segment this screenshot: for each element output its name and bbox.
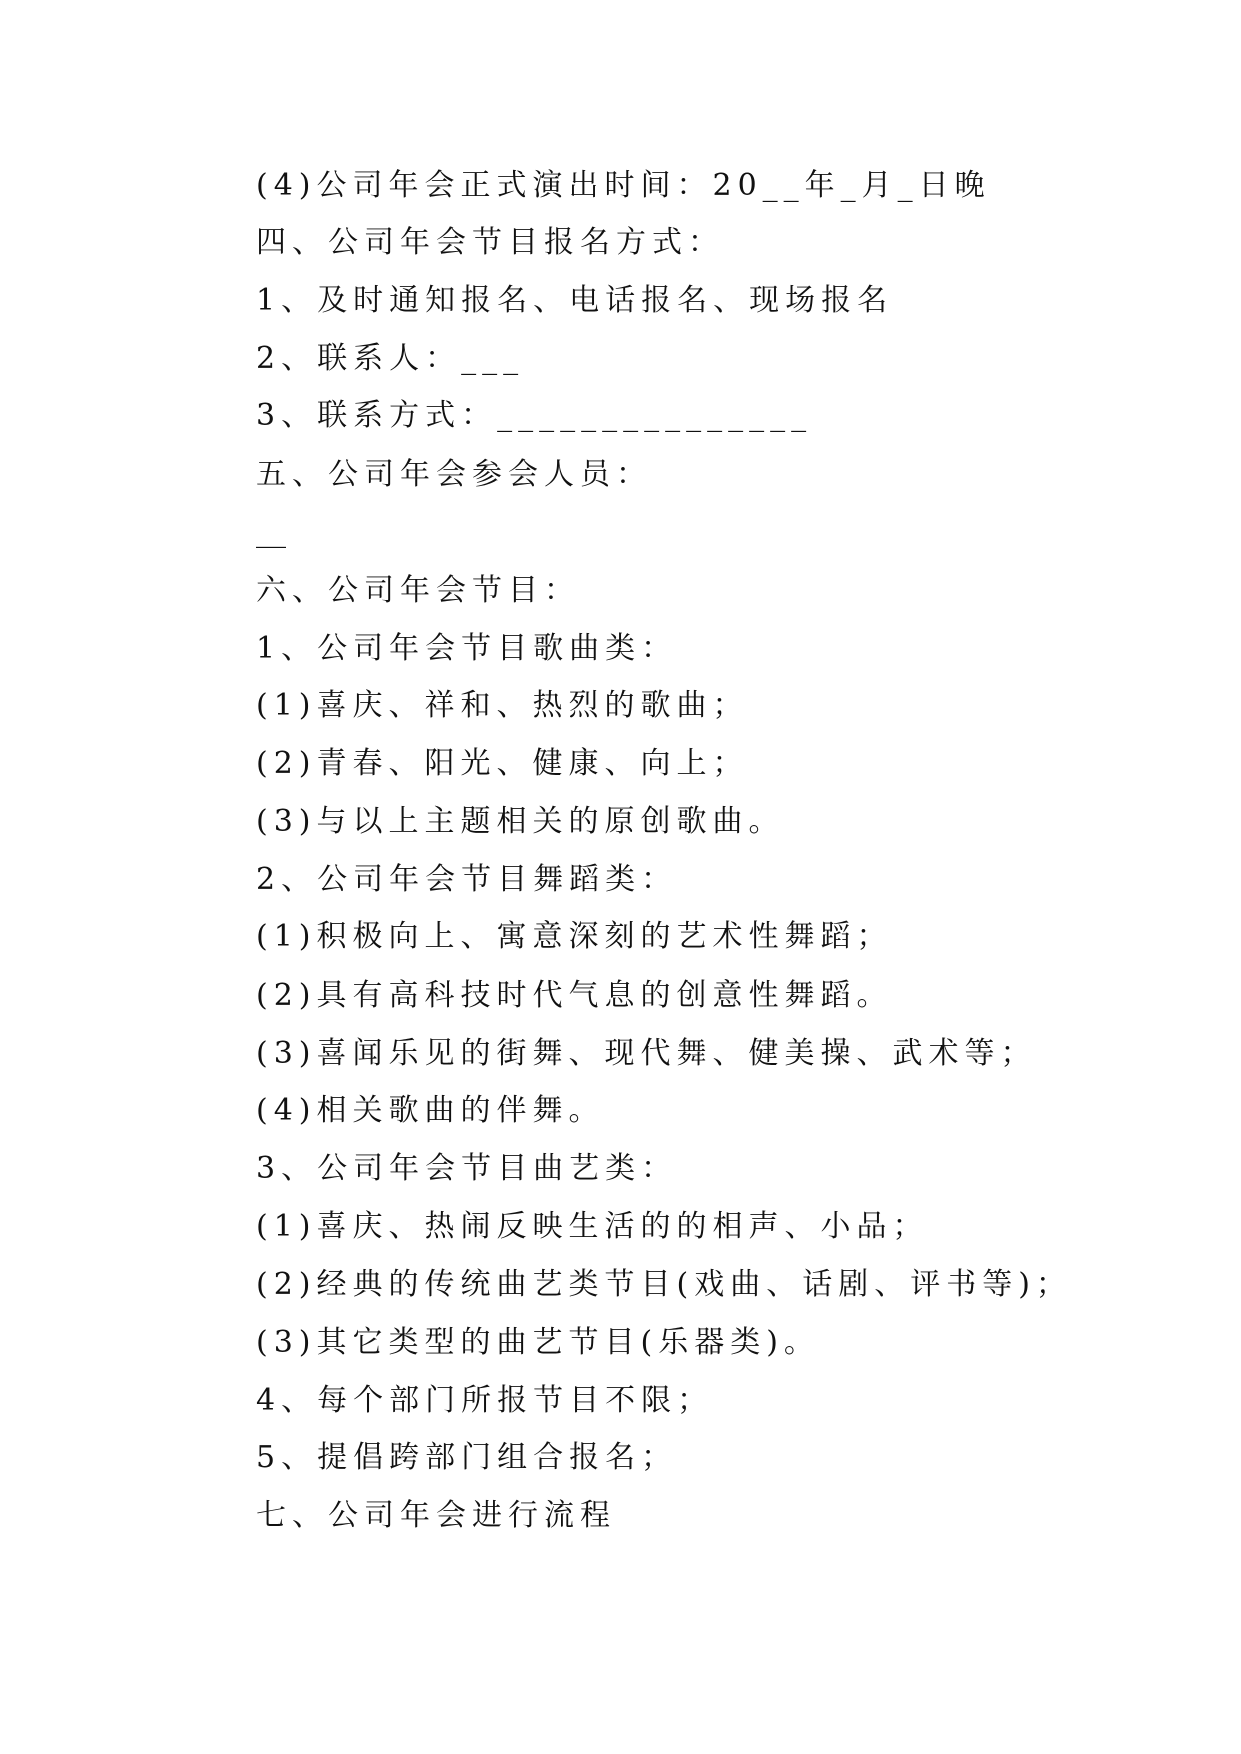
section-7-heading: 七、公司年会进行流程 [256,1498,616,1533]
dance-item-1: (1)积极向上、寓意深刻的艺术性舞蹈； [256,919,893,954]
songs-item-3: (3)与以上主题相关的原创歌曲。 [256,804,785,839]
signup-method-item: 1、及时通知报名、电话报名、现场报名 [256,283,894,318]
dance-item-3: (3)喜闻乐见的街舞、现代舞、健美操、武术等； [256,1036,1037,1071]
section-5-heading: 五、公司年会参会人员： [256,457,652,492]
section-6-heading: 六、公司年会节目： [256,573,580,608]
program-limit-item: 4、每个部门所报节目不限； [256,1383,714,1418]
songs-category-heading: 1、公司年会节目歌曲类： [256,631,678,666]
section-4-heading: 四、公司年会节目报名方式： [256,225,724,260]
quyi-item-1: (1)喜庆、热闹反映生活的的相声、小品； [256,1209,929,1244]
performance-time-line: (4)公司年会正式演出时间：20__年_月_日晚 [256,168,991,203]
songs-item-2: (2)青春、阳光、健康、向上； [256,746,749,781]
dance-item-4: (4)相关歌曲的伴舞。 [256,1093,605,1128]
quyi-category-heading: 3、公司年会节目曲艺类： [256,1151,678,1186]
quyi-item-3: (3)其它类型的曲艺节目(乐器类)。 [256,1325,820,1360]
dance-category-heading: 2、公司年会节目舞蹈类： [256,862,678,897]
attendees-blank: __ [256,514,286,549]
cross-department-item: 5、提倡跨部门组合报名； [256,1440,678,1475]
quyi-item-2: (2)经典的传统曲艺类节目(戏曲、话剧、评书等)； [256,1267,1072,1302]
dance-item-2: (2)具有高科技时代气息的创意性舞蹈。 [256,978,893,1013]
songs-item-1: (1)喜庆、祥和、热烈的歌曲； [256,688,749,723]
contact-person-item: 2、联系人：___ [256,341,525,376]
contact-method-item: 3、联系方式：_______________ [256,398,813,433]
